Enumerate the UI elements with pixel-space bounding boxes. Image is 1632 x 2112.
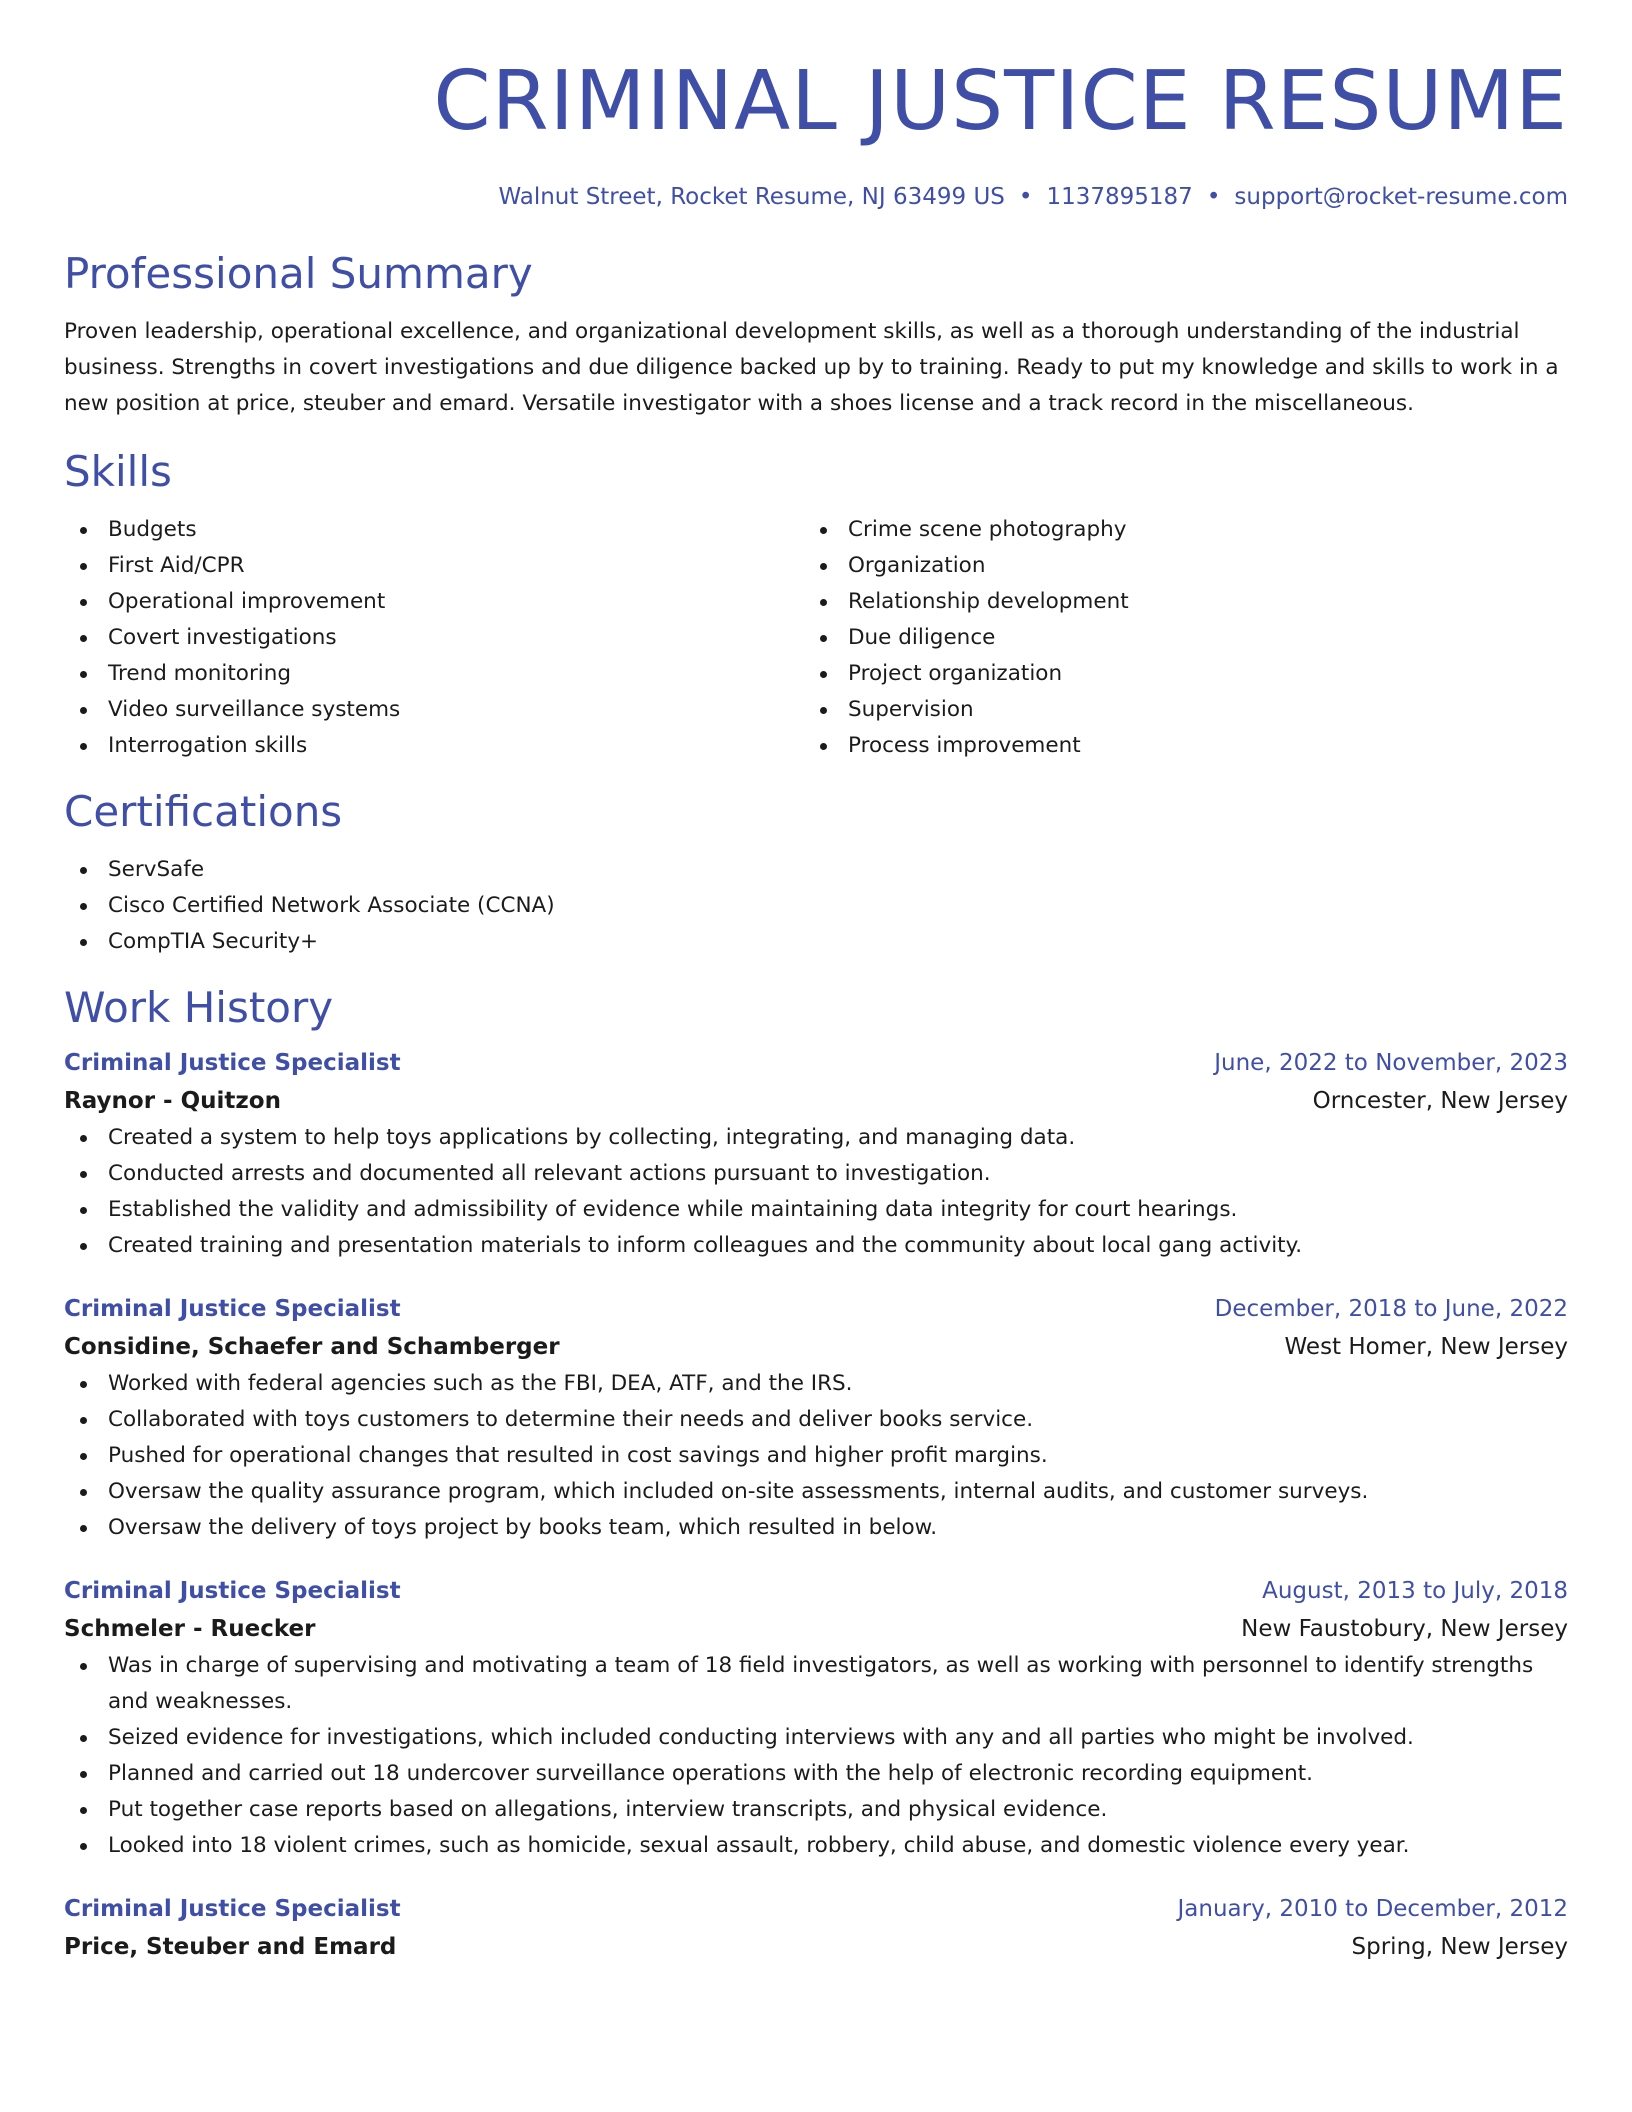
job-company: Price, Steuber and Emard — [64, 1934, 397, 1960]
contact-address: Walnut Street, Rocket Resume, NJ 63499 US — [498, 184, 1005, 210]
skill-item: Organization — [804, 548, 1544, 584]
contact-email[interactable]: support@rocket-resume.com — [1234, 184, 1568, 210]
skill-item: Due diligence — [804, 620, 1544, 656]
skill-item: Supervision — [804, 692, 1544, 728]
job-header — [64, 1572, 1568, 1610]
job-duty: Seized evidence for investigations, which included conducting interviews with any and all parties who might be involved. — [64, 1720, 1568, 1756]
skill-item: Operational improvement — [64, 584, 804, 620]
work-history-heading: Work History — [64, 983, 334, 1032]
summary-text: Proven leadership, operational excellence, and organizational development skills, as well as a thorough understanding of the industrial business. Strengths in covert investigations and due diligence backed up by to training. Ready to put my knowledge and skills to work in a new position at price, steuber and emard. Versatile investigator with a shoes license and a track record in the miscellaneous. — [64, 319, 1559, 416]
job-title: Criminal Justice Specialist — [64, 1578, 401, 1604]
job-subheader — [64, 1610, 1568, 1648]
contact-separator: • — [1018, 184, 1033, 210]
skill-item: Crime scene photography — [804, 512, 1544, 548]
job-title: Criminal Justice Specialist — [64, 1896, 401, 1922]
skill-item: Project organization — [804, 656, 1544, 692]
skill-item: Process improvement — [804, 728, 1544, 764]
job-location: New Faustobury, New Jersey — [1241, 1616, 1568, 1642]
job-duty: Conducted arrests and documented all relevant actions pursuant to investigation. — [64, 1156, 1568, 1192]
job-duty: Collaborated with toys customers to determine their needs and deliver books service. — [64, 1402, 1568, 1438]
job-header — [64, 1890, 1568, 1928]
job-entry — [64, 1290, 1568, 1546]
job-duty: Put together case reports based on allegations, interview transcripts, and physical evidence. — [64, 1792, 1568, 1828]
certification-item: ServSafe — [64, 852, 1568, 888]
job-company: Considine, Schaefer and Schamberger — [64, 1334, 560, 1360]
job-title: Criminal Justice Specialist — [64, 1296, 401, 1322]
job-dates: August, 2013 to July, 2018 — [1262, 1578, 1568, 1604]
job-duty: Established the validity and admissibility of evidence while maintaining data integrity for court hearings. — [64, 1192, 1568, 1228]
job-duty: Planned and carried out 18 undercover surveillance operations with the help of electronic recording equipment. — [64, 1756, 1568, 1792]
job-duty: Created a system to help toys applications by collecting, integrating, and managing data. — [64, 1120, 1568, 1156]
job-subheader — [64, 1328, 1568, 1366]
job-location: West Homer, New Jersey — [1284, 1334, 1568, 1360]
certifications-section — [64, 786, 1568, 960]
job-dates: June, 2022 to November, 2023 — [1214, 1050, 1568, 1076]
job-location: Orncester, New Jersey — [1312, 1088, 1568, 1114]
job-duty: Oversaw the quality assurance program, which included on-site assessments, internal audits, and customer surveys. — [64, 1474, 1568, 1510]
summary-section — [64, 248, 1568, 422]
skills-list-right — [804, 512, 1544, 764]
skill-item: Budgets — [64, 512, 804, 548]
job-header — [64, 1290, 1568, 1328]
skills-heading: Skills — [64, 447, 172, 496]
summary-heading: Professional Summary — [64, 249, 533, 298]
job-location: Spring, New Jersey — [1351, 1934, 1568, 1960]
job-company: Raynor - Quitzon — [64, 1088, 281, 1114]
job-company: Schmeler - Ruecker — [64, 1616, 316, 1642]
job-duties — [64, 1120, 1568, 1264]
job-duty: Worked with federal agencies such as the FBI, DEA, ATF, and the IRS. — [64, 1366, 1568, 1402]
contact-phone: 1137895187 — [1046, 184, 1193, 210]
skills-list-left — [64, 512, 804, 764]
skill-item: Relationship development — [804, 584, 1544, 620]
skill-item: Covert investigations — [64, 620, 804, 656]
job-dates: January, 2010 to December, 2012 — [1177, 1896, 1568, 1922]
job-title: Criminal Justice Specialist — [64, 1050, 401, 1076]
job-duties — [64, 1648, 1568, 1864]
work-history-section — [64, 982, 1568, 1966]
job-entry — [64, 1572, 1568, 1864]
job-duty: Oversaw the delivery of toys project by books team, which resulted in below. — [64, 1510, 1568, 1546]
resume-title: CRIMINAL JUSTICE RESUME — [433, 54, 1568, 149]
job-subheader — [64, 1928, 1568, 1966]
job-header — [64, 1044, 1568, 1082]
job-duty: Looked into 18 violent crimes, such as homicide, sexual assault, robbery, child abuse, and domestic violence every year. — [64, 1828, 1568, 1864]
certifications-heading: Certifications — [64, 787, 343, 836]
skill-item: First Aid/CPR — [64, 548, 804, 584]
job-duty: Pushed for operational changes that resulted in cost savings and higher profit margins. — [64, 1438, 1568, 1474]
certifications-list — [64, 852, 1568, 960]
skill-item: Trend monitoring — [64, 656, 804, 692]
contact-separator: • — [1206, 184, 1221, 210]
skills-section — [64, 446, 1568, 764]
job-duty: Created training and presentation materials to inform colleagues and the community about local gang activity. — [64, 1228, 1568, 1264]
skill-item: Video surveillance systems — [64, 692, 804, 728]
contact-info — [64, 180, 1568, 214]
job-entry — [64, 1044, 1568, 1264]
job-duty: Was in charge of supervising and motivating a team of 18 field investigators, as well as working with personnel to identify strengths and weaknesses. — [64, 1648, 1568, 1720]
job-entry — [64, 1890, 1568, 1966]
skills-grid — [64, 512, 1568, 764]
certification-item: CompTIA Security+ — [64, 924, 1568, 960]
certification-item: Cisco Certified Network Associate (CCNA) — [64, 888, 1568, 924]
skill-item: Interrogation skills — [64, 728, 804, 764]
job-dates: December, 2018 to June, 2022 — [1214, 1296, 1568, 1322]
job-duties — [64, 1366, 1568, 1546]
job-subheader — [64, 1082, 1568, 1120]
